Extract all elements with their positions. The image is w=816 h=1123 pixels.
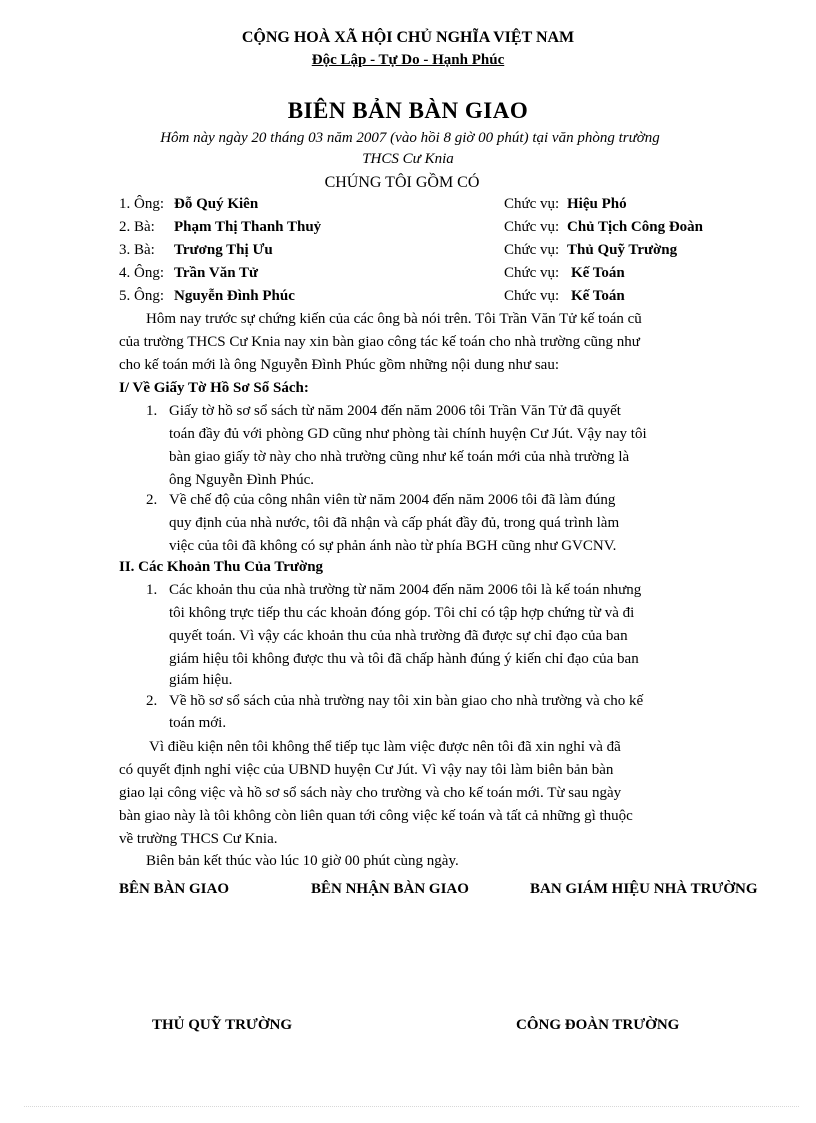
member-role: Kế Toán bbox=[571, 288, 625, 304]
text-line: Giấy tờ hồ sơ sổ sách từ năm 2004 đến năm 2006 tôi Trần Văn Tử đã quyết bbox=[169, 403, 621, 419]
signature-board: BAN GIÁM HIỆU NHÀ TRƯỜNG bbox=[530, 881, 758, 897]
text-line: của trường THCS Cư Knia nay xin bàn giao công tác kế toán cho nhà trường cũng như bbox=[119, 334, 640, 350]
member-role: Hiệu Phó bbox=[567, 196, 627, 212]
text-line: toán đầy đủ với phòng GD cũng như phòng tài chính huyện Cư Jút. Vậy nay tôi bbox=[169, 426, 647, 442]
nation-header: CỘNG HOÀ XÃ HỘI CHỦ NGHĨA VIỆT NAM bbox=[241, 29, 575, 46]
item-number: 2. bbox=[146, 492, 158, 508]
section-2-heading: II. Các Khoản Thu Của Trường bbox=[119, 559, 324, 575]
text-line: Các khoản thu của nhà trường từ năm 2004 đến năm 2006 tôi là kế toán nhưng bbox=[169, 582, 642, 598]
text-line: Vì điều kiện nên tôi không thể tiếp tục làm việc được nên tôi đã xin nghỉ và đã bbox=[149, 739, 621, 755]
text-line: toán mới. bbox=[169, 715, 227, 731]
page-divider bbox=[24, 1106, 799, 1107]
text-line: có quyết định nghỉ việc của UBND huyện Cư Jút. Vì vậy nay tôi làm biên bản bàn bbox=[119, 762, 614, 778]
member-name: Nguyễn Đình Phúc bbox=[174, 288, 295, 304]
member-number: 4. Ông: bbox=[119, 265, 164, 281]
section-1-heading: I/ Về Giấy Tờ Hồ Sơ Sổ Sách: bbox=[119, 380, 309, 396]
member-role: Kế Toán bbox=[571, 265, 625, 281]
text-line: giám hiệu. bbox=[169, 672, 233, 688]
text-line: quy định của nhà nước, tôi đã nhận và cấp phát đầy đủ, trong quá trình làm bbox=[169, 515, 620, 531]
members-heading: CHÚNG TÔI GỒM CÓ bbox=[324, 174, 480, 191]
member-role-label: Chức vụ: bbox=[504, 196, 560, 212]
member-role-label: Chức vụ: bbox=[504, 288, 560, 304]
motto bbox=[0, 52, 816, 69]
document-title: BIÊN BẢN BÀN GIAO bbox=[287, 98, 529, 123]
member-role-label: Chức vụ: bbox=[504, 265, 560, 281]
signature-treasurer: THỦ QUỸ TRƯỜNG bbox=[152, 1017, 293, 1033]
member-role: Thủ Quỹ Trường bbox=[567, 242, 678, 258]
text-line: bàn giao giấy tờ này cho nhà trường cũng như kế toán mới của nhà trường là bbox=[169, 449, 630, 465]
member-name: Đỗ Quý Kiên bbox=[174, 196, 259, 212]
text-line: Về chế độ của công nhân viên từ năm 2004 đến năm 2006 tôi đã làm đúng bbox=[169, 492, 616, 508]
text-line: Hôm nay trước sự chứng kiến của các ông bà nói trên. Tôi Trần Văn Tử kế toán cũ bbox=[146, 311, 642, 327]
member-role: Chủ Tịch Công Đoàn bbox=[567, 219, 704, 235]
item-number: 1. bbox=[146, 403, 158, 419]
text-line: giám hiệu tôi không được thu và tôi đã chấp hành đúng ý kiến chỉ đạo của ban bbox=[169, 651, 639, 667]
item-number: 2. bbox=[146, 693, 158, 709]
intro-line-1: Hôm này ngày 20 tháng 03 năm 2007 (vào hồi 8 giờ 00 phút) tại văn phòng trường bbox=[160, 130, 660, 146]
member-number: 2. Bà: bbox=[119, 219, 155, 235]
item-number: 1. bbox=[146, 582, 158, 598]
member-number: 5. Ông: bbox=[119, 288, 164, 304]
member-name: Phạm Thị Thanh Thuỷ bbox=[174, 219, 322, 235]
motto-text: Độc Lập - Tự Do - Hạnh Phúc bbox=[311, 52, 505, 68]
member-number: 3. Bà: bbox=[119, 242, 155, 258]
intro-line-2: THCS Cư Knia bbox=[362, 151, 454, 167]
text-line: quyết toán. Vì vậy các khoản thu của nhà trường đã được sự chỉ đạo của ban bbox=[169, 628, 628, 644]
text-line: giao lại công việc và hồ sơ sổ sách này cho trường và cho kế toán mới. Từ sau ngày bbox=[119, 785, 622, 801]
member-name: Trần Văn Tử bbox=[174, 265, 259, 281]
member-name: Trương Thị Ưu bbox=[174, 242, 273, 258]
end-line: Biên bản kết thúc vào lúc 10 giờ 00 phút cùng ngày. bbox=[146, 853, 459, 869]
text-line: ông Nguyễn Đình Phúc. bbox=[169, 472, 314, 488]
member-role-label: Chức vụ: bbox=[504, 242, 560, 258]
member-number: 1. Ông: bbox=[119, 196, 164, 212]
text-line: cho kế toán mới là ông Nguyễn Đình Phúc gồm những nội dung như sau: bbox=[119, 357, 559, 373]
text-line: về trường THCS Cư Knia. bbox=[119, 831, 278, 847]
text-line: việc của tôi đã không có sự phản ánh nào từ phía BGH cũng như GVCNV. bbox=[169, 538, 617, 554]
signature-union: CÔNG ĐOÀN TRƯỜNG bbox=[516, 1017, 680, 1033]
signature-handover-party: BÊN BÀN GIAO bbox=[119, 881, 230, 897]
member-role-label: Chức vụ: bbox=[504, 219, 560, 235]
text-line: Về hồ sơ sổ sách của nhà trường nay tôi xin bàn giao cho nhà trường và cho kế bbox=[169, 693, 644, 709]
text-line: bàn giao này là tôi không còn liên quan tới công việc kế toán và tất cả những gì thuộc bbox=[119, 808, 633, 824]
signature-receiving-party: BÊN NHẬN BÀN GIAO bbox=[311, 881, 469, 897]
text-line: tôi không trực tiếp thu các khoản đóng góp. Tôi chỉ có tập hợp chứng từ và đi bbox=[169, 605, 635, 621]
